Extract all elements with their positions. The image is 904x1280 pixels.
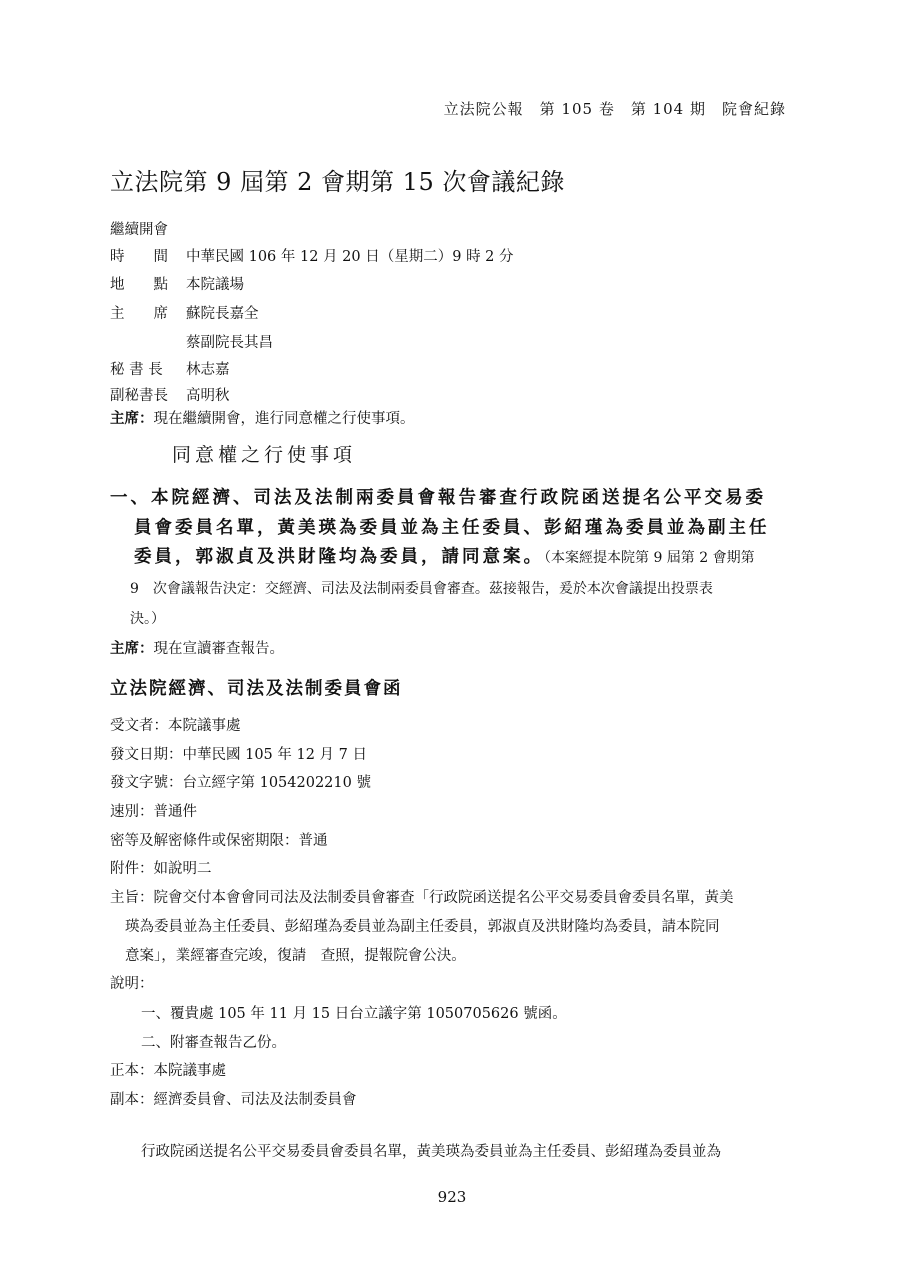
meta-chair-deputy [110,331,273,352]
letter-original: 正本：本院議事處 [110,1063,226,1079]
body-paragraph-start: 行政院函送提名公平交易委員會委員名單，黃美瑛為委員並為主任委員、彭紹瑾為委員並為 [141,1144,721,1160]
letter-subject-line2: 瑛為委員並為主任委員、彭紹瑾為委員並為副主任委員，郭淑貞及洪財隆均為委員，請本院同 [125,919,720,935]
meta-secretary-general [110,358,230,379]
letter-attachment: 附件：如說明二 [110,861,212,877]
meta-chair [110,302,259,323]
letter-subject-line3: 意案」，業經審查完竣，復請 查照，提報院會公決。 [125,948,466,964]
item1-line1: 一、本院經濟、司法及法制兩委員會報告審查行政院函送提名公平交易委 [110,488,766,508]
meta-value: 高明秋 [186,388,230,404]
meta-time [110,245,514,266]
item1-line4: 9 次會議報告決定：交經濟、司法及法制兩委員會審查。茲接報告，爰於本次會議提出投票表 [130,581,713,597]
item1-line5: 決。） [130,611,165,627]
statement-text: 現在宣讀審查報告。 [153,641,284,657]
letter-subject-line1: 主旨：院會交付本會會同司法及法制委員會審查「行政院函送提名公平交易委員會委員名單，黃美 [110,890,734,906]
letter-heading: 立法院經濟、司法及法制委員會函 [110,679,403,699]
meta-label: 時 間 [110,249,168,265]
journal-header: 立法院公報 第 105 卷 第 104 期 院會紀錄 [443,100,786,118]
meta-place [110,273,244,294]
page-title: 立法院第 9 屆第 2 會期第 15 次會議紀錄 [110,168,565,196]
meta-label: 秘 書 長 [110,362,163,378]
meta-deputy-secretary-general [110,384,230,405]
meta-label: 主 席 [110,306,168,322]
section-heading: 同意權之行使事項 [172,444,357,466]
letter-explain-label: 說明： [110,976,154,992]
chair-statement-1 [110,407,415,428]
chair-statement-2 [110,637,284,658]
letter-recipient: 受文者：本院議事處 [110,718,241,734]
letter-speed: 速別：普通件 [110,804,197,820]
item1-line3-note: （本案經提本院第 9 屆第 2 會期第 [544,550,755,566]
continue-label: 繼續開會 [110,222,168,238]
letter-secrecy: 密等及解密條件或保密期限：普通 [110,833,328,849]
letter-copy: 副本：經濟委員會、司法及法制委員會 [110,1092,357,1108]
meta-label: 地 點 [110,277,168,293]
letter-doc-number: 發文字號：台立經字第 1054202210 號 [110,775,371,791]
letter-explain-2: 二、附審查報告乙份。 [141,1035,286,1051]
letter-date: 發文日期：中華民國 105 年 12 月 7 日 [110,747,368,763]
meta-value: 蔡副院長其昌 [186,335,273,351]
speaker-label: 主席： [110,410,154,427]
meta-value: 蘇院長嘉全 [186,306,259,322]
meta-label: 副秘書長 [110,388,168,404]
speaker-label: 主席： [110,640,154,657]
meta-value: 中華民國 106 年 12 月 20 日（星期二）9 時 2 分 [186,249,514,265]
item1-line3 [134,543,755,568]
page-number: 923 [437,1188,467,1206]
meta-value: 本院議場 [186,277,244,293]
meta-value: 林志嘉 [186,362,230,378]
letter-explain-1: 一、覆貴處 105 年 11 月 15 日台立議字第 1050705626 號函。 [141,1006,567,1022]
statement-text: 現在繼續開會，進行同意權之行使事項。 [153,411,415,427]
item1-line3-main: 委員，郭淑貞及洪財隆均為委員，請同意案。 [134,547,544,567]
item1-line2: 員會委員名單，黃美瑛為委員並為主任委員、彭紹瑾為委員並為副主任 [134,518,770,538]
